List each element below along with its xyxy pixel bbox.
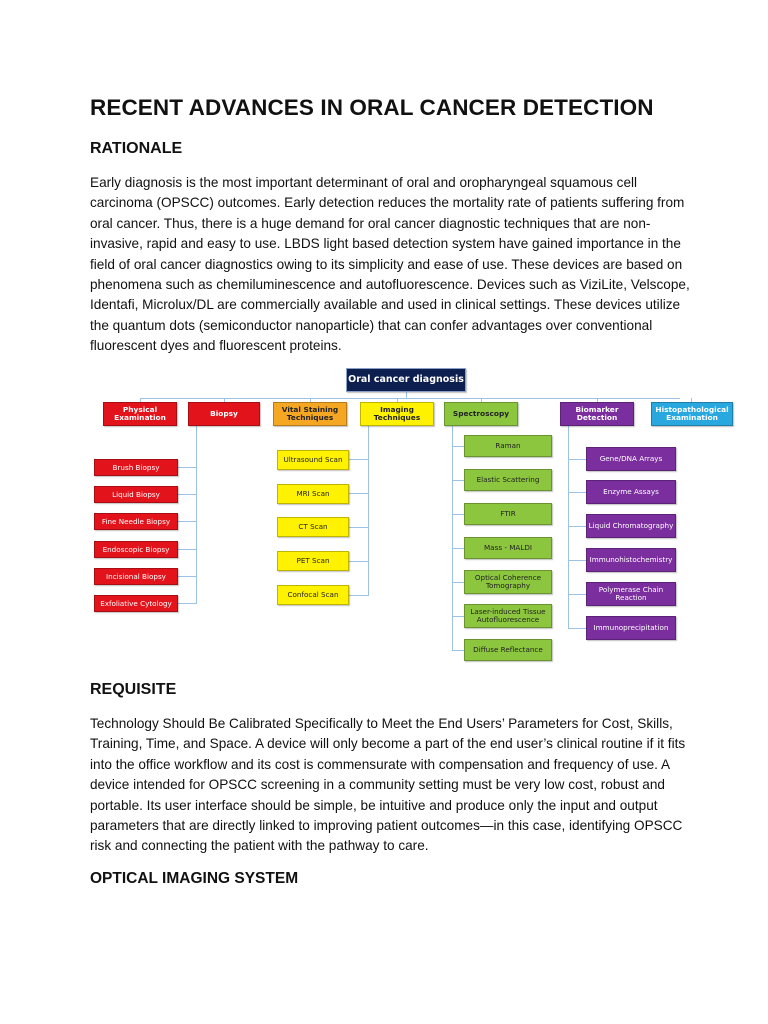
category-physical-examination: Physical Examination (103, 402, 177, 426)
optical-imaging-heading: OPTICAL IMAGING SYSTEM (90, 870, 299, 887)
imaging-item-confocal: Confocal Scan (277, 585, 349, 605)
connector-spectroscopy-item-0 (452, 446, 464, 447)
connector-imaging-item-2 (349, 527, 368, 528)
connector-biomarker-item-2 (568, 526, 586, 527)
spectroscopy-item-raman: Raman (464, 435, 552, 457)
connector-imaging-item-4 (349, 595, 368, 596)
biopsy-item-endoscopic: Endoscopic Biopsy (94, 541, 178, 558)
connector-imaging-item-0 (349, 459, 368, 460)
spectroscopy-item-mass-maldi: Mass - MALDI (464, 537, 552, 559)
category-imaging: Imaging Techniques (360, 402, 434, 426)
connector-biomarker-item-1 (568, 492, 586, 493)
biomarker-item-immunoprecipitation: Immunoprecipitation (586, 616, 676, 640)
connector-biopsy-item-2 (178, 521, 196, 522)
connector-spectroscopy-item-2 (452, 514, 464, 515)
category-histopathological: Histopathological Examination (651, 402, 733, 426)
rationale-paragraph: Early diagnosis is the most important determinant of oral and oropharyngeal squamous cell carcinoma (OPSCC) outcomes. Early detection reduces the mortality rate of patients suffering from oral cancer. Thus, there is a huge demand for oral cancer diagnostic techniques that are non-invasive, rapid and easy to use. LBDS light based detection system have gained importance in the field of oral cancer diagnostics owing to its simplicity and ease of use. These devices are based on phenomena such as chemiluminescence and autofluorescence. Devices such as ViziLite, Velscope, Identafi, Microlux/DL are commercially available and used in clinical settings. These devices utilize the quantum dots (semiconductor nanoparticle) that can confer advantages over conventional fluorescent dyes and fluorescent proteins. (90, 175, 690, 354)
requisite-paragraph: Technology Should Be Calibrated Specifically to Meet the End Users’ Parameters for Cost, Skills, Training, Time, and Space. A device will only become a part of the end user’s clinical routine if it fits into the office workflow and its cost is commensurate with compensation and frequency of use. A device intended for OPSCC screening in a community setting must be very low cost, robust and portable. Its user interface should be simple, be intuitive and produce only the input and output parameters that are directly linked to improving patient outcomes—in this case, identifying OPSCC risk and connecting the patient with the pathway to care. (90, 716, 686, 854)
document-title: RECENT ADVANCES IN ORAL CANCER DETECTION (90, 95, 654, 120)
requisite-heading: REQUISITE (90, 681, 177, 698)
connector-biopsy-vertical (196, 426, 197, 604)
biomarker-item-immunohistochemistry: Immunohistochemistry (586, 548, 676, 572)
connector-biopsy-item-1 (178, 494, 196, 495)
root-node: Oral cancer diagnosis (346, 368, 466, 392)
connector-imaging-item-3 (349, 561, 368, 562)
spectroscopy-item-ftir: FTIR (464, 503, 552, 525)
connector-biomarker-item-0 (568, 459, 586, 460)
connector-biopsy-item-5 (178, 603, 196, 604)
connector-biopsy-item-0 (178, 467, 196, 468)
connector-top-horizontal (140, 398, 680, 399)
biopsy-item-brush: Brush Biopsy (94, 459, 178, 476)
biopsy-item-liquid: Liquid Biopsy (94, 486, 178, 503)
category-biomarker: Biomarker Detection (560, 402, 634, 426)
connector-root-stem (406, 392, 407, 398)
biomarker-item-pcr: Polymerase Chain Reaction (586, 582, 676, 606)
spectroscopy-item-oct: Optical Coherence Tomography (464, 570, 552, 594)
connector-spectroscopy-item-5 (452, 616, 464, 617)
connector-biopsy-item-4 (178, 576, 196, 577)
connector-imaging-item-1 (349, 493, 368, 494)
imaging-item-ct: CT Scan (277, 517, 349, 537)
biopsy-item-exfoliative: Exfoliative Cytology (94, 595, 178, 612)
spectroscopy-item-laser-autofluorescence: Laser-induced Tissue Autofluorescence (464, 604, 552, 628)
rationale-heading: RATIONALE (90, 140, 183, 157)
biopsy-item-fine-needle: Fine Needle Biopsy (94, 513, 178, 530)
connector-biopsy-item-3 (178, 549, 196, 550)
oral-cancer-diagnosis-diagram (88, 362, 740, 674)
biomarker-item-liquid-chromatography: Liquid Chromatography (586, 514, 676, 538)
category-spectroscopy: Spectroscopy (444, 402, 518, 426)
imaging-item-pet: PET Scan (277, 551, 349, 571)
biopsy-item-incisional: Incisional Biopsy (94, 568, 178, 585)
connector-biomarker-item-4 (568, 594, 586, 595)
connector-spectroscopy-item-6 (452, 650, 464, 651)
connector-spectroscopy-item-4 (452, 582, 464, 583)
connector-imaging-vertical (368, 426, 369, 596)
spectroscopy-item-elastic: Elastic Scattering (464, 469, 552, 491)
imaging-item-mri: MRI Scan (277, 484, 349, 504)
biomarker-item-gene-dna: Gene/DNA Arrays (586, 447, 676, 471)
imaging-item-ultrasound: Ultrasound Scan (277, 450, 349, 470)
biomarker-item-enzyme: Enzyme Assays (586, 480, 676, 504)
spectroscopy-item-diffuse-reflectance: Diffuse Reflectance (464, 639, 552, 661)
connector-spectroscopy-item-1 (452, 480, 464, 481)
connector-biomarker-item-5 (568, 628, 586, 629)
category-vital-staining: Vital Staining Techniques (273, 402, 347, 426)
category-biopsy: Biopsy (188, 402, 260, 426)
connector-spectroscopy-item-3 (452, 548, 464, 549)
connector-biomarker-item-3 (568, 560, 586, 561)
connector-biomarker-vertical (568, 426, 569, 629)
